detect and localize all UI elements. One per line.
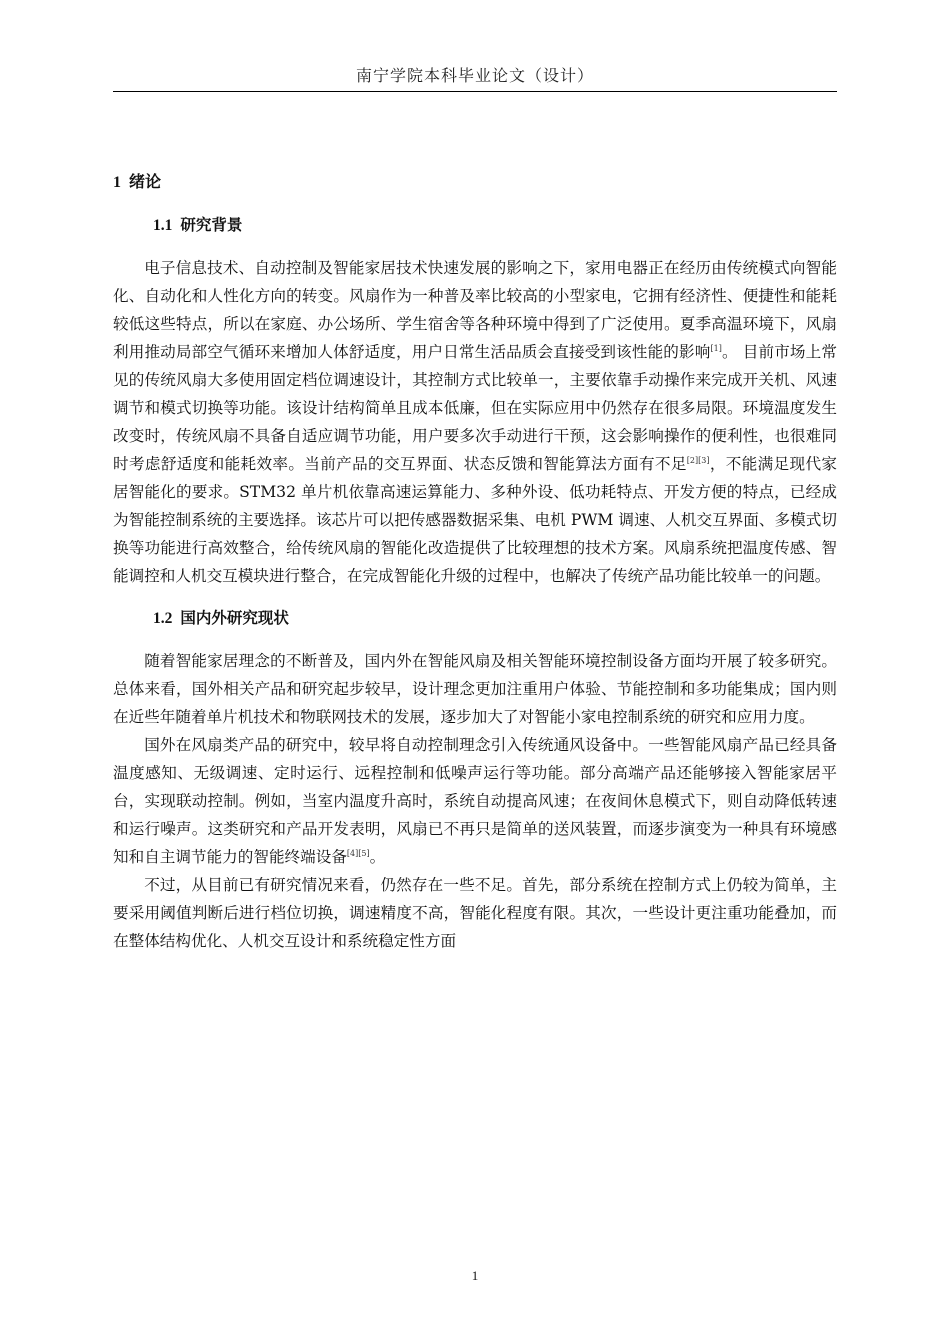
chapter-heading: [113, 168, 837, 197]
citation: [4][5]: [346, 849, 370, 858]
research-status-paragraph-1: 随着智能家居理念的不断普及，国内外在智能风扇及相关智能环境控制设备方面均开展了较多研究。总体来看，国外相关产品和研究起步较早，设计理念更加注重用户体验、节能控制和多功能集成；国内则在近些年随着单片机技术和物联网技术的发展，逐步加大了对智能小家电控制系统的研究和应用力度。: [113, 652, 837, 726]
section-title: 研究背景: [180, 216, 243, 234]
paragraph-text: 国外在风扇类产品的研究中，较早将自动控制理念引入传统通风设备中。一些智能风扇产品已经具备温度感知、无级调速、定时运行、远程控制和低噪声运行等功能。部分高端产品还能够接入智能家居平台，实现联动控制。例如，当室内温度升高时，系统自动提高风速；在夜间休息模式下，则自动降低转速和运行噪声。这类研究和产品开发表明，风扇已不再只是简单的送风装置，而逐步演变为一种具有环境感知和自主调节能力的智能终端设备: [113, 736, 837, 866]
section-heading-1-1: [153, 211, 837, 240]
section-title: 国内外研究现状: [180, 609, 289, 627]
paragraph-text: ，不能满足现代家居智能化的要求。STM32 单片机依靠高速运算能力、多种外设、低功耗特点、开发方便的特点，已经成为智能控制系统的主要选择。该芯片可以把传感器数据采集、电机 PWM 调速、人机交互界面、多模式切换等功能进行高效整合，给传统风扇的智能化改造提供了比较理想的技术方案。风扇系统把温度传感、智能调控和人机交互模块进行整合，在完成智能化升级的过程中，也解决了传统产品功能比较单一的问题。: [113, 455, 837, 585]
chapter-title: 绪论: [129, 172, 162, 191]
section-heading-1-2: [153, 604, 837, 633]
section-number: 1.2: [153, 610, 173, 627]
section-number: 1.1: [153, 217, 173, 234]
paragraph-text: 。 目前市场上常见的传统风扇大多使用固定档位调速设计，其控制方式比较单一，主要依靠手动操作来完成开关机、风速调节和模式切换等功能。该设计结构简单且成本低廉，但在实际应用中仍然存在很多局限。环境温度发生改变时，传统风扇不具备自适应调节功能，用户要多次手动进行干预，这会影响操作的便利性，也很难同时考虑舒适度和能耗效率。当前产品的交互界面、状态反馈和智能算法方面有不足: [113, 343, 837, 473]
citation: [2][3]: [686, 456, 710, 465]
research-status-paragraph-2: [113, 731, 837, 871]
citation: [1]: [710, 344, 722, 353]
page-body: [113, 168, 837, 955]
background-paragraph: [113, 254, 837, 590]
paragraph-text: 。: [369, 848, 386, 866]
page-number: 1: [471, 1268, 479, 1283]
header-rule: [113, 91, 837, 92]
page-header: 南宁学院本科毕业论文（设计）: [355, 66, 594, 85]
paragraph-text: 电子信息技术、自动控制及智能家居技术快速发展的影响之下，家用电器正在经历由传统模式向智能化、自动化和人性化方向的转变。风扇作为一种普及率比较高的小型家电，它拥有经济性、便捷性和能耗较低这些特点，所以在家庭、办公场所、学生宿舍等各种环境中得到了广泛使用。夏季高温环境下，风扇利用推动局部空气循环来增加人体舒适度，用户日常生活品质会直接受到该性能的影响: [113, 259, 837, 361]
chapter-number: 1: [113, 174, 121, 191]
research-status-paragraph-3: 不过，从目前已有研究情况来看，仍然存在一些不足。首先，部分系统在控制方式上仍较为简单，主要采用阈值判断后进行档位切换，调速精度不高，智能化程度有限。其次，一些设计更注重功能叠加，而在整体结构优化、人机交互设计和系统稳定性方面: [113, 876, 837, 950]
